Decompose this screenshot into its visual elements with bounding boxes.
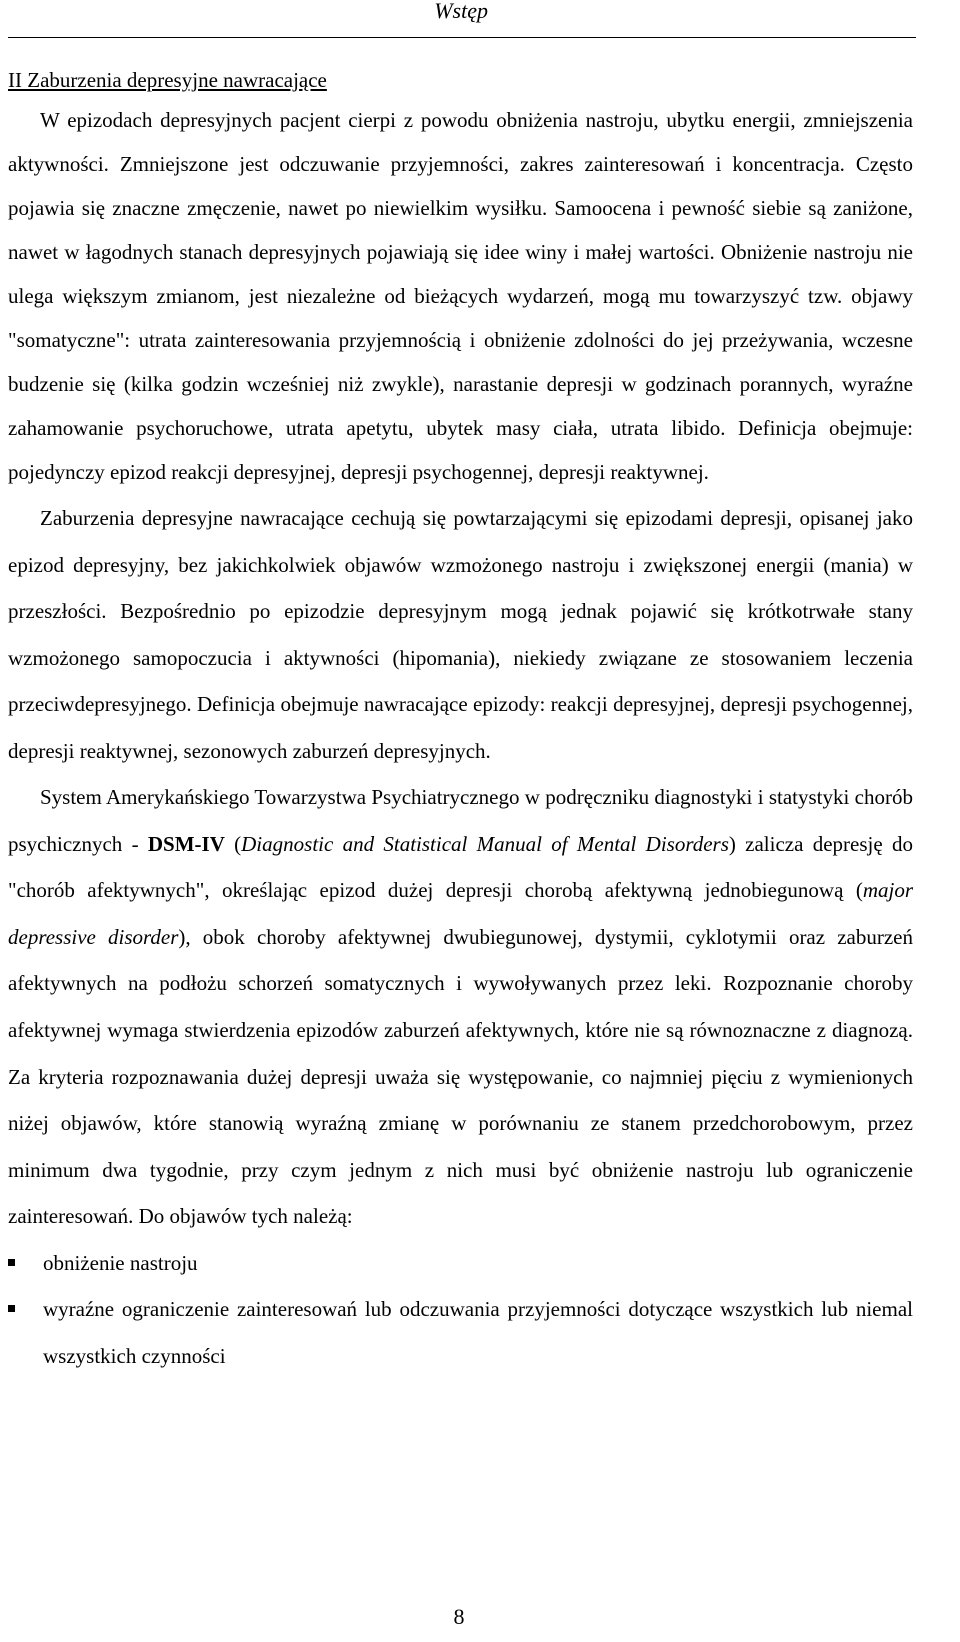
dsm-text-part: (	[224, 831, 242, 856]
paragraph-recurrent: Zaburzenia depresyjne nawracające cechują się powtarzającymi się epizodami depresji, opisanej jako epizod depresyjny, bez jakichkolwiek objawów wzmożonego nastroju i zwiększonej energii (mania) w przeszłości. Bezpośrednio po epizodzie depresyjnym mogą jednak pojawić się krótkotrwałe stany wzmożonego samopoczucia i aktywności (hipomania), niekiedy związane ze stosowaniem leczenia przeciwdepresyjnego. Definicja obejmuje nawracające epizody: reakcji depresyjnej, depresji psychogennej, depresji reaktywnej, sezonowych zaburzeń depresyjnych.	[8, 506, 913, 763]
page-header	[8, 0, 916, 36]
symptom-list	[8, 1240, 913, 1380]
mdd-english-term: major depressive disorder	[8, 878, 913, 949]
page-number: 8	[453, 1604, 465, 1629]
square-bullet-icon	[8, 1259, 15, 1266]
document-body	[8, 62, 913, 1379]
dsm-text-part: System Amerykańskiego Towarzystwa Psychiatrycznego w podręczniku diagnostyki i statystyki chorób psychicznych -	[8, 785, 913, 856]
dsm-text-part: ), obok choroby afektywnej dwubiegunowej, dystymii, cyklotymii oraz zaburzeń afektywnych na podłożu schorzeń somatycznych i wywoływanych przez leki. Rozpoznanie choroby afektywnej wymaga stwierdzenia epizodów zaburzeń afektywnych, które nie są równoznaczne z diagnozą. Za kryteria rozpoznawania dużej depresji uważa się występowanie, co najmniej pięciu z wymienionych niżej objawów, które stanowią wyraźną zmianę w porównaniu ze stanem przedchorobowym, przez minimum dwa tygodnie, przy czym jednym z nich musi być obniżenie nastroju lub ograniczenie zainteresowań. Do objawów tych należą:	[8, 924, 914, 1229]
dsm-full-title: Diagnostic and Statistical Manual of Mental Disorders	[241, 831, 729, 856]
running-header-title: Wstęp	[434, 0, 488, 23]
header-divider	[8, 37, 916, 38]
list-item	[8, 1286, 913, 1379]
square-bullet-icon	[8, 1305, 15, 1312]
list-item-text: wyraźne ograniczenie zainteresowań lub odczuwania przyjemności dotyczące wszystkich lub niemal wszystkich czynności	[43, 1297, 913, 1368]
list-item	[8, 1240, 913, 1287]
paragraph-dsm	[8, 774, 913, 1239]
dsm-text-part: ) zalicza depresję do "chorób afektywnych", określając epizod dużej depresji chorobą afektywną jednobiegunową (	[8, 831, 913, 903]
paragraph-episodes: W epizodach depresyjnych pacjent cierpi z powodu obniżenia nastroju, ubytku energii, zmniejszenia aktywności. Zmniejszone jest odczuwanie przyjemności, zakres zainteresowań i koncentracja. Często pojawia się znaczne zmęczenie, nawet po niewielkim wysiłku. Samoocena i pewność siebie są zaniżone, nawet w łagodnych stanach depresyjnych pojawiają się idee winy i małej wartości. Obniżenie nastroju nie ulega większym zmianom, jest niezależne od bieżących wydarzeń, mogą mu towarzyszyć tzw. objawy "somatyczne": utrata zainteresowania przyjemnością i obniżenie zdolności do jej przeżywania, wczesne budzenie się (kilka godzin wcześniej niż zwykle), narastanie depresji w godzinach porannych, wyraźne zahamowanie psychoruchowe, utrata apetytu, ubytek masy ciała, utrata libido. Definicja obejmuje: pojedynczy epizod reakcji depresyjnej, depresji psychogennej, depresji reaktywnej.	[8, 108, 913, 484]
dsm-abbreviation: DSM-IV	[147, 831, 225, 856]
list-item-text: obniżenie nastroju	[43, 1250, 198, 1275]
section-heading: II Zaburzenia depresyjne nawracające	[8, 68, 327, 92]
